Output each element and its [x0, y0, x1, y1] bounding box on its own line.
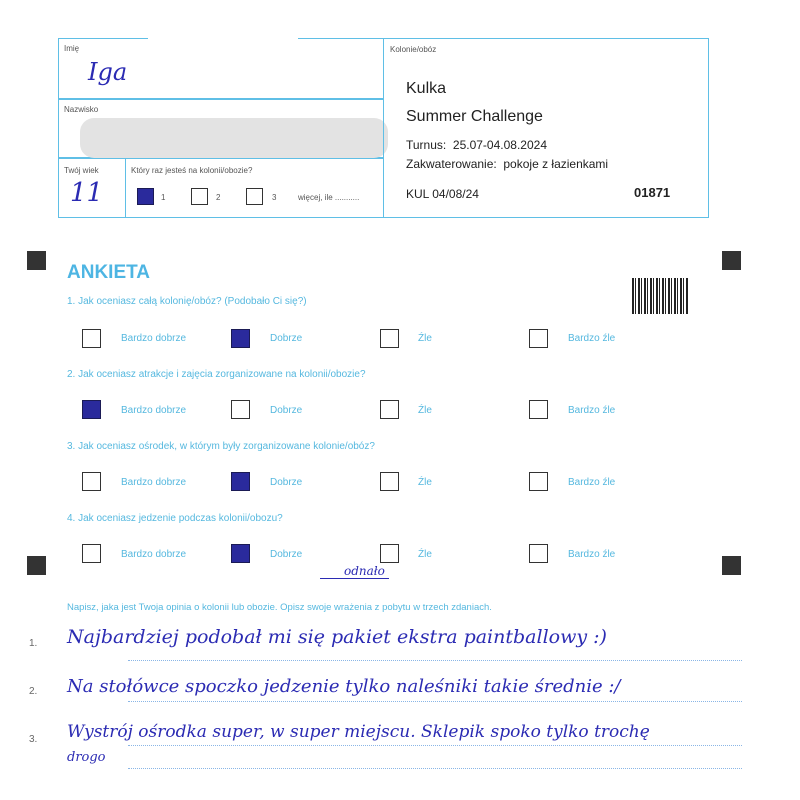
survey-title: ANKIETA	[67, 262, 151, 283]
line-2-text: Na stołówce spoczko jedzenie tylko naleśniki takie średnie :/	[67, 676, 621, 697]
q4-bardzo-dobrze-label: Bardzo dobrze	[121, 549, 187, 560]
zakwaterowanie: Zakwaterowanie: pokoje z łazienkami	[406, 157, 609, 171]
q2-bardzo-dobrze-label: Bardzo dobrze	[121, 405, 187, 416]
line-3-dotted	[128, 745, 742, 746]
handwritten-note: odnało	[340, 564, 389, 579]
q3-bardzo-zle-label: Bardzo źle	[568, 477, 616, 488]
wiek-value: 11	[70, 178, 104, 208]
q4-zle-checkbox[interactable]	[380, 544, 399, 563]
question-1: 1. Jak oceniasz całą kolonię/obóz? (Podobało Ci się?)	[67, 296, 307, 307]
kolonie-label: Kolonie/obóz	[390, 45, 437, 54]
q3-dobrze-label: Dobrze	[270, 477, 303, 488]
q1-bardzo-dobrze-checkbox[interactable]	[82, 329, 101, 348]
q4-dobrze-checkbox[interactable]	[231, 544, 250, 563]
option-1-checkbox[interactable]	[137, 188, 154, 205]
q1-bardzo-zle-label: Bardzo źle	[568, 333, 616, 344]
q3-zle-checkbox[interactable]	[380, 472, 399, 491]
option-more-label: więcej, ile ...........	[298, 193, 360, 202]
opinion-prompt: Napisz, jaka jest Twoja opinia o kolonii lub obozie. Opisz swoje wrażenia z pobytu w trzech zdaniach.	[67, 602, 492, 613]
registration-marker-mid-left	[27, 556, 46, 575]
redacted-strip-top	[148, 36, 298, 42]
camp-code: KUL 04/08/24	[406, 187, 479, 201]
note-connector-line	[320, 578, 342, 579]
barcode	[632, 278, 688, 314]
q3-dobrze-checkbox[interactable]	[231, 472, 250, 491]
option-3-checkbox[interactable]	[246, 188, 263, 205]
q2-zle-label: Źle	[418, 405, 432, 416]
q3-bardzo-dobrze-checkbox[interactable]	[82, 472, 101, 491]
registration-marker-mid-right	[722, 556, 741, 575]
line-1-text: Najbardziej podobał mi się pakiet ekstra paintballowy :)	[67, 626, 607, 648]
line-1-dotted	[128, 660, 742, 661]
q4-dobrze-label: Dobrze	[270, 549, 303, 560]
q1-bardzo-dobrze-label: Bardzo dobrze	[121, 333, 187, 344]
q4-bardzo-dobrze-checkbox[interactable]	[82, 544, 101, 563]
question-3: 3. Jak oceniasz ośrodek, w którym były zorganizowane kolonie/obóz?	[67, 441, 375, 452]
line-2-number: 2.	[29, 686, 38, 697]
line-2-dotted	[128, 701, 742, 702]
q2-bardzo-zle-label: Bardzo źle	[568, 405, 616, 416]
wiek-label: Twój wiek	[64, 166, 99, 175]
ktory-label: Który raz jesteś na kolonii/obozie?	[131, 166, 253, 175]
q1-bardzo-zle-checkbox[interactable]	[529, 329, 548, 348]
imie-label: Imię	[64, 44, 80, 53]
turnus: Turnus: 25.07-04.08.2024	[406, 138, 547, 152]
camp-name: Kulka	[406, 80, 447, 97]
q3-bardzo-zle-checkbox[interactable]	[529, 472, 548, 491]
line-3-text: Wystrój ośrodka super, w super miejscu. Sklepik spoko tylko trochę	[67, 722, 650, 742]
q1-dobrze-label: Dobrze	[270, 333, 303, 344]
line-3-continuation: drogo	[67, 750, 106, 765]
line-3-number: 3.	[29, 734, 38, 745]
q2-bardzo-zle-checkbox[interactable]	[529, 400, 548, 419]
line-4-dotted	[128, 768, 742, 769]
q4-zle-label: Źle	[418, 549, 432, 560]
imie-value: Iga	[88, 58, 128, 86]
q2-dobrze-checkbox[interactable]	[231, 400, 250, 419]
q4-bardzo-zle-checkbox[interactable]	[529, 544, 548, 563]
q4-bardzo-zle-label: Bardzo źle	[568, 549, 616, 560]
question-2: 2. Jak oceniasz atrakcje i zajęcia zorganizowane na kolonii/obozie?	[67, 369, 366, 380]
question-4: 4. Jak oceniasz jedzenie podczas kolonii/obozu?	[67, 513, 283, 524]
q2-bardzo-dobrze-checkbox[interactable]	[82, 400, 101, 419]
option-3-label: 3	[272, 193, 277, 202]
q3-zle-label: Źle	[418, 477, 432, 488]
registration-marker-top-left	[27, 251, 46, 270]
form-number: 01871	[634, 185, 671, 200]
q1-zle-label: Źle	[418, 333, 432, 344]
nazwisko-label: Nazwisko	[64, 105, 99, 114]
option-2-checkbox[interactable]	[191, 188, 208, 205]
line-1-number: 1.	[29, 638, 38, 649]
q1-dobrze-checkbox[interactable]	[231, 329, 250, 348]
q2-dobrze-label: Dobrze	[270, 405, 303, 416]
option-1-label: 1	[161, 193, 166, 202]
q3-bardzo-dobrze-label: Bardzo dobrze	[121, 477, 187, 488]
camp-program: Summer Challenge	[406, 108, 543, 125]
q2-zle-checkbox[interactable]	[380, 400, 399, 419]
option-2-label: 2	[216, 193, 221, 202]
redacted-surname	[80, 118, 388, 158]
registration-marker-top-right	[722, 251, 741, 270]
q1-zle-checkbox[interactable]	[380, 329, 399, 348]
